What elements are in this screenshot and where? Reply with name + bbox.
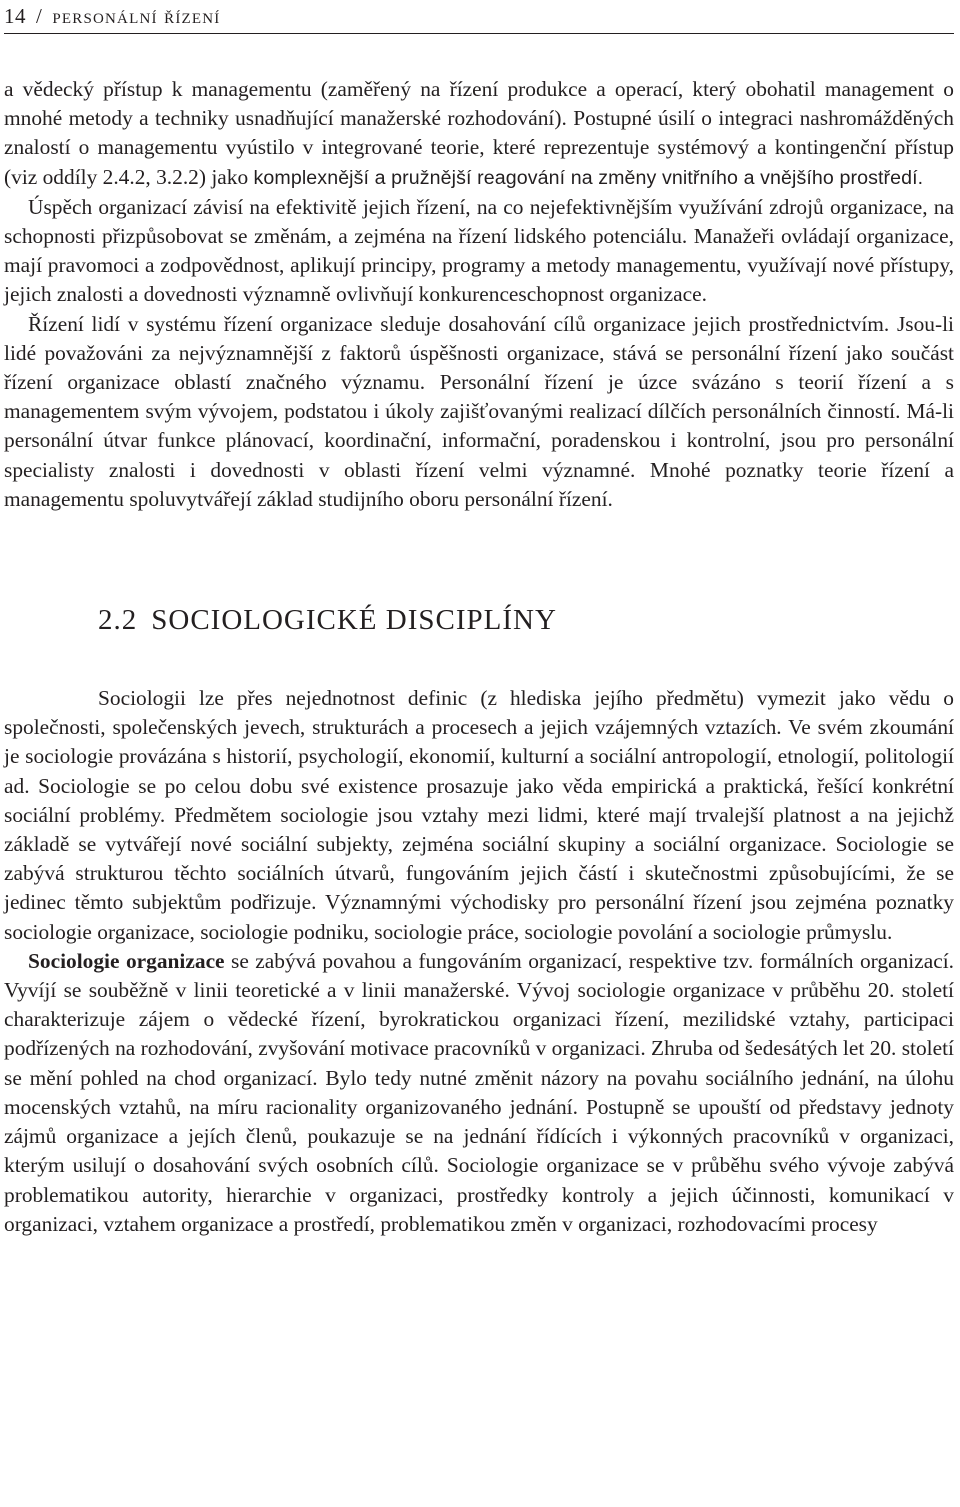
- running-head: [4, 0, 954, 34]
- section-heading: [98, 602, 954, 638]
- section-number: 2.2: [98, 604, 138, 637]
- section-1-body: [4, 75, 954, 514]
- paragraph: Řízení lidí v systému řízení organizace sleduje dosahování cílů organizace jejich prostřednictvím. Jsou-li lidé považováni za nejvýznamnější z faktorů úspěšnosti organizace, stává se personální řízení jako součást řízení organizace oblastí značného významu. Personální řízení je úzce svázáno s teorií řízení a s managementem svým vývojem, podstatou i úkoly zajišťovanými realizací dílčích personálních činností. Má-li personální útvar funkce plánovací, koordinační, informační, poradenskou i kontrolní, jsou pro personální specialisty znalosti i dovednosti v oblasti řízení velmi významné. Mnohé poznatky teorie řízení a managementu spoluvytvářejí základ studijního oboru personální řízení.: [4, 311, 954, 511]
- section-title: SOCIOLOGICKÉ DISCIPLÍNY: [151, 604, 557, 637]
- paragraph: Úspěch organizací závisí na efektivitě jejich řízení, na co nejefektivnějším využívání zdrojů organizace, na schopnosti přizpůsobovat se změnám, a zejména na řízení lidského potenciálu. Manažeři ovládají organizace, mají pravomoci a zodpovědnost, aplikují principy, programy a metody managementu, využívají nové přístupy, jejich znalosti a dovednosti významně ovlivňují konkurenceschopnost organizace.: [4, 194, 954, 307]
- paragraph: [4, 75, 954, 193]
- page-number: 14: [4, 4, 26, 28]
- paragraph: Sociologii lze přes nejednotnost definic (z hlediska jejího předmětu) vymezit jako vědu o společnosti, společenských jevech, strukturách a procesech a jejich vzájemných vztazích. Ve svém zkoumání je sociologie provázána s historií, psychologií, ekonomií, kulturní a sociální antropologií, etnologií, politologií ad. Sociologie se po celou dobu své existence prosazuje jako věda empirická a praktická, řešící konkrétní sociální problémy. Předmětem sociologie jsou vztahy mezi lidmi, které mají trvalejší platnost a na jejichž základě se vytvářejí nové sociální subjekty, zejména sociální skupiny a sociální organizace. Sociologie se zabývá strukturou těchto sociálních útvarů, fungováním jejich částí i skutečnostmi způsobujícími, že se jedinec těmto subjektům podřizuje. Významnými východisky pro personální řízení jsou zejména poznatky sociologie organizace, sociologie podniku, sociologie práce, sociologie povolání a sociologie průmyslu.: [4, 686, 954, 944]
- paragraph-text: se zabývá povahou a fungováním organizací, respektive tzv. formálních organizací. Vyvíjí se souběžně v linii teoretické a v linii manažerské. Vývoj sociologie organizace v průběhu 20. století charakterizuje zájem o vědecké řízení, byrokratickou organizaci řízení, mezilidské vztahy, participaci podřízených na rozhodování, zvyšování motivace pracovníků v organizaci. Zhruba od šedesátých let 20. století se mění pohled na chod organizací. Bylo tedy nutné změnit názory na povahu sociálního jednání, na úlohu mocenských vztahů, na míru racionality organizovaného jednání. Postupně se upouští od představy jednoty zájmů organizace a jejích členů, poukazuje se na jednání řídících i výkonných pracovníků v organizaci, kterým usilují o dosahování svých osobních cílů. Sociologie organizace se v průběhu svého vývoje zabývá problematikou autority, hierarchie v organizaci, prostředky kontroly a jejich účinnosti, komunikací v organizaci, vztahem organizace a prostředí, problematikou změn v organizaci, rozhodovacími procesy: [4, 948, 955, 1236]
- paragraph-text-sans: komplexnější a pružnější reagování na změny vnitřního a vnějšího prostředí.: [253, 166, 924, 189]
- paragraph-text: a vědecký přístup k managementu (zaměřený na řízení produkce a operací, který obohatil management o mnohé metody a techniky usnadňující manažerské rozhodování). Postupné úsilí o integraci nashromážděných znalostí o managementu vyústilo v integrované teorie, které reprezentuje systémový a kontingenční přístup (viz oddíly 2.4.2, 3.2.2) jako: [4, 77, 954, 189]
- running-head-separator: /: [36, 4, 43, 28]
- term-sociologie-organizace: Sociologie organizace: [28, 948, 225, 973]
- paragraph: [4, 947, 954, 1239]
- section-2-body: [4, 684, 954, 1239]
- running-head-title: personální řízení: [52, 4, 221, 28]
